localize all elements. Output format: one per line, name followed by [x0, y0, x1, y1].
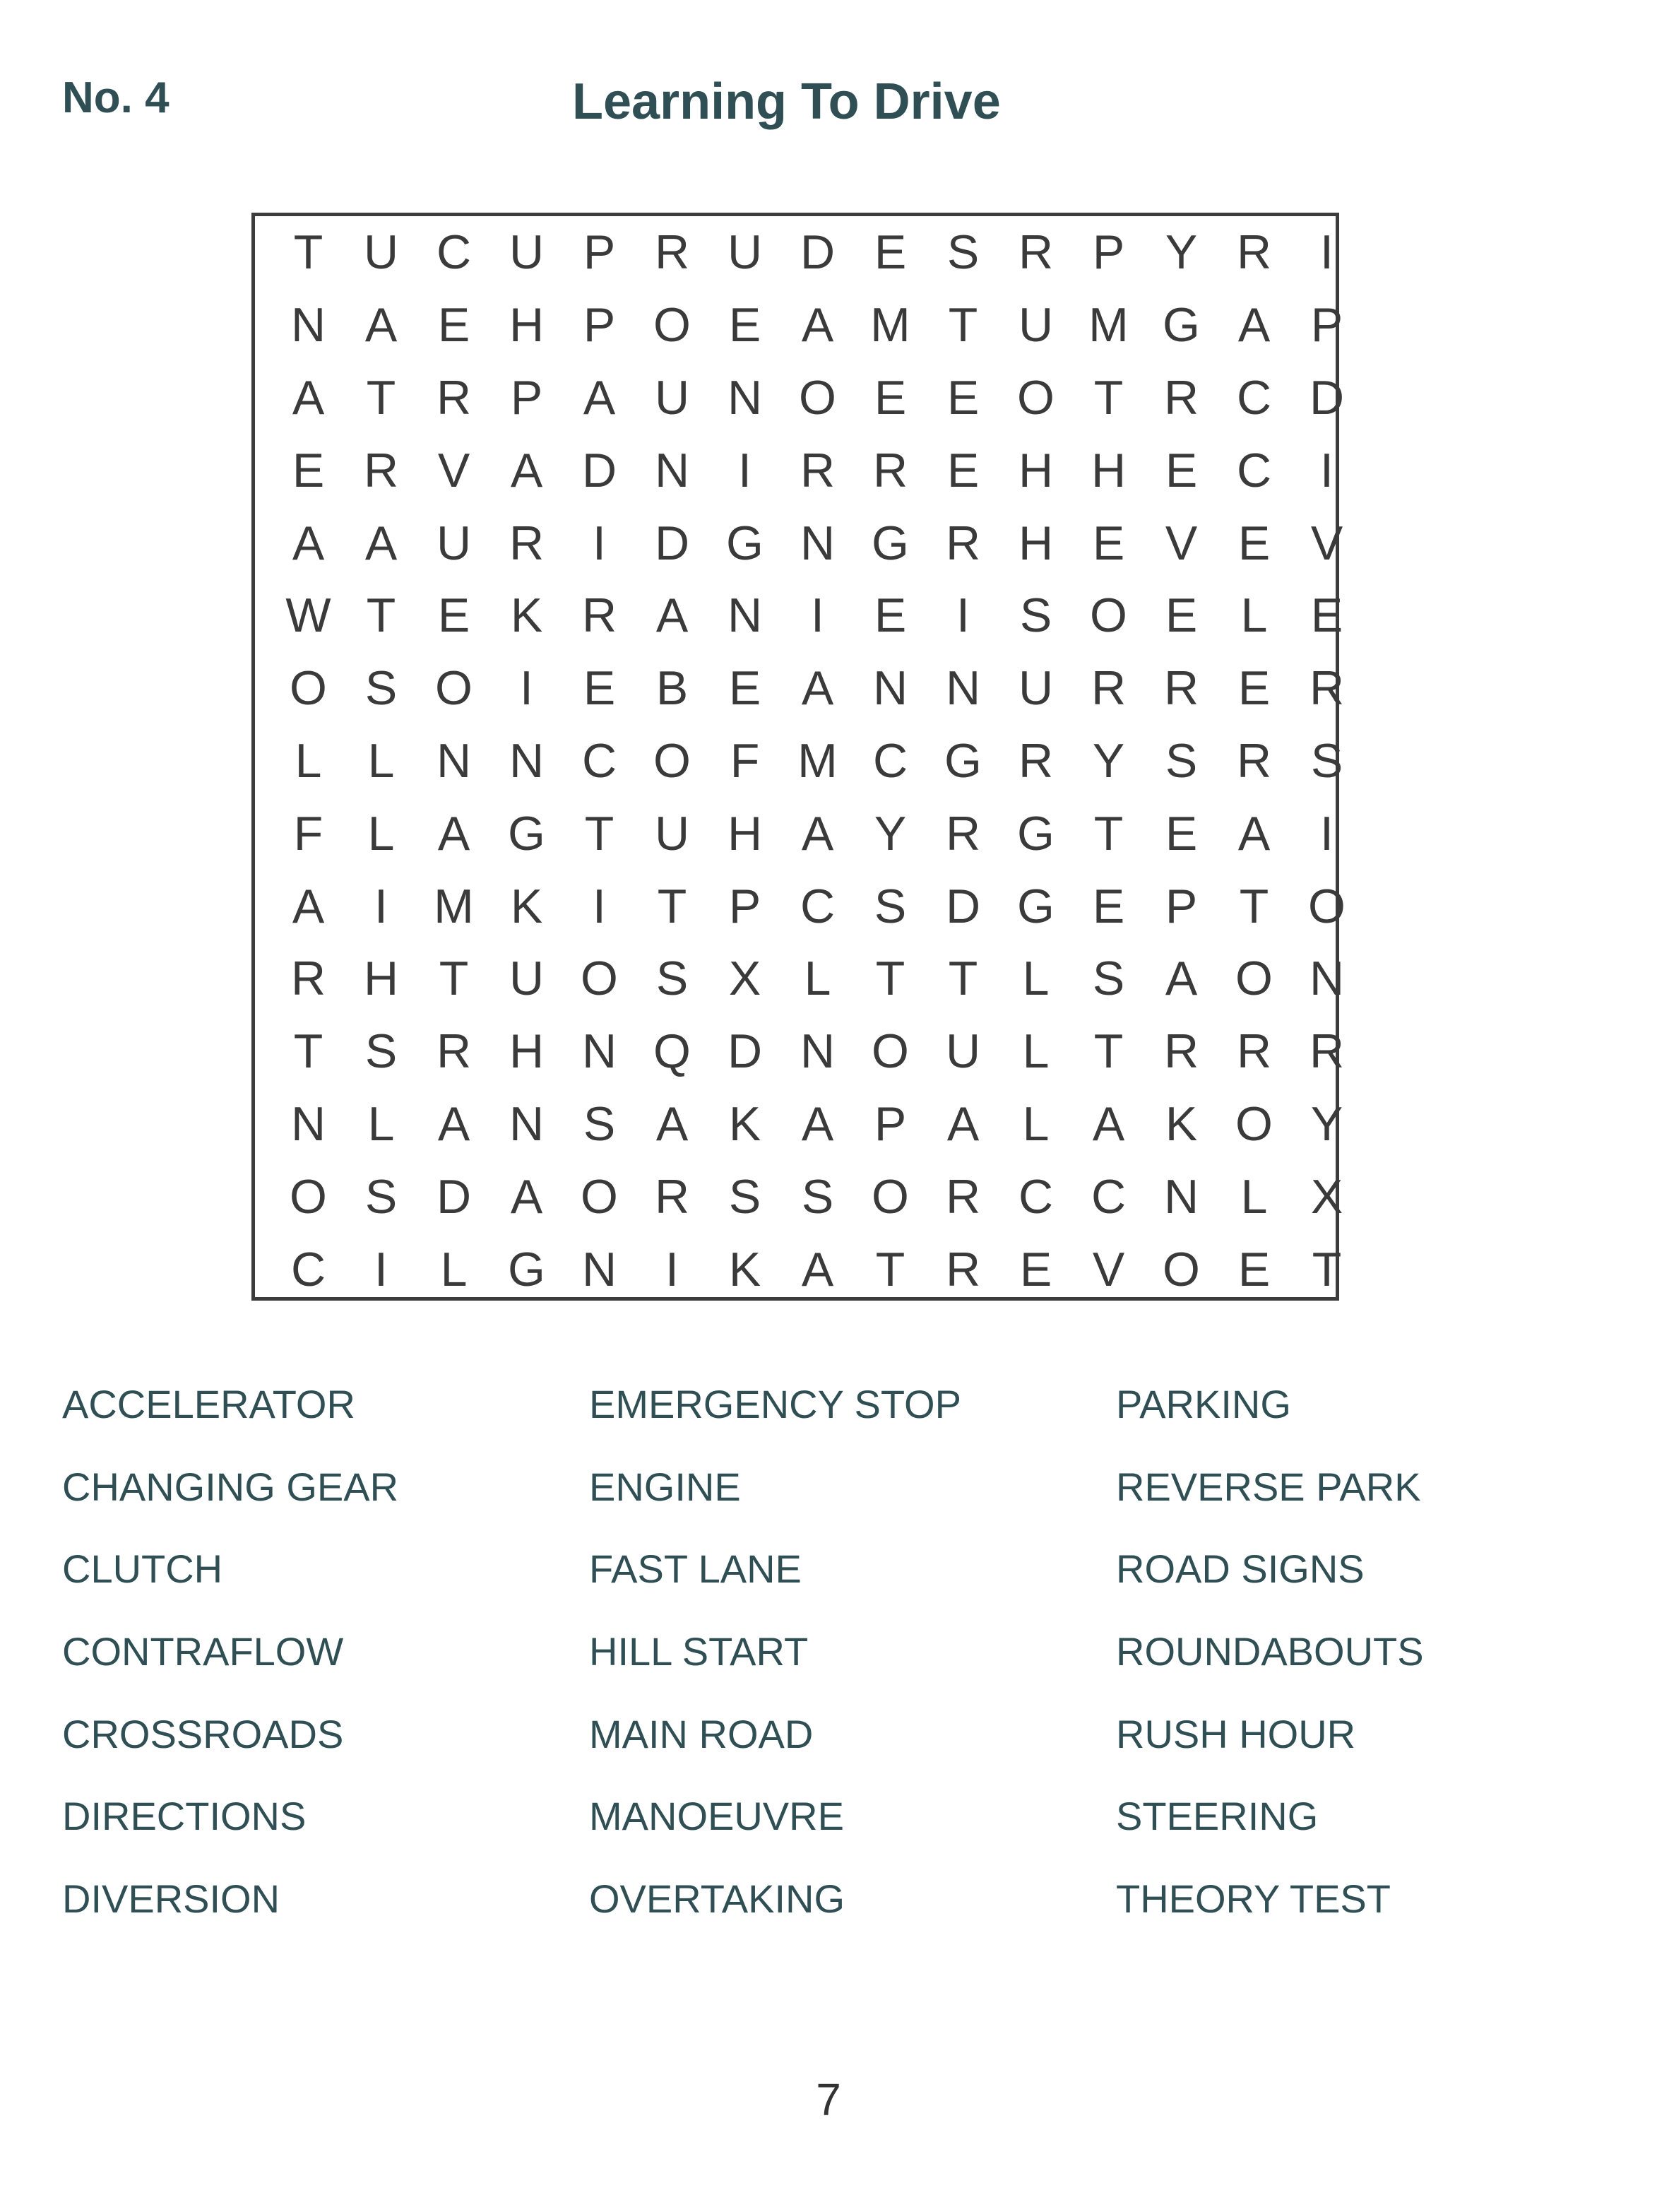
grid-cell[interactable]: L [367, 806, 395, 860]
grid-cell[interactable]: T [439, 952, 469, 1006]
grid-cell[interactable]: R [945, 806, 981, 860]
grid-cell[interactable]: A [510, 1169, 543, 1224]
grid-cell[interactable]: N [800, 1024, 836, 1079]
grid-cell[interactable]: W [285, 589, 331, 643]
grid-cell[interactable]: R [945, 516, 981, 570]
grid-cell[interactable]: H [363, 952, 399, 1006]
grid-cell[interactable]: L [440, 1242, 468, 1296]
grid-cell[interactable]: R [945, 1169, 981, 1224]
grid-cell[interactable]: E [874, 589, 907, 643]
word-list-item: STEERING [1116, 1794, 1319, 1839]
grid-cell[interactable]: N [509, 733, 545, 788]
grid-cell[interactable]: A [1237, 806, 1271, 860]
word-list-item: OVERTAKING [589, 1876, 845, 1922]
grid-cell[interactable]: P [510, 370, 543, 425]
grid-cell[interactable]: I [1320, 443, 1334, 497]
word-list-item: CHANGING GEAR [62, 1464, 399, 1509]
grid-cell[interactable]: T [948, 298, 978, 353]
grid-cell[interactable]: A [292, 516, 325, 570]
grid-cell[interactable]: G [944, 733, 982, 788]
grid-cell[interactable]: C [581, 733, 617, 788]
grid-cell[interactable]: U [1018, 661, 1054, 716]
grid-cell[interactable]: O [1017, 370, 1055, 425]
grid-cell[interactable]: R [509, 516, 545, 570]
grid-cell[interactable]: P [728, 879, 761, 933]
grid-cell[interactable]: Y [874, 806, 907, 860]
grid-cell[interactable]: C [436, 225, 472, 280]
grid-cell[interactable]: S [655, 952, 689, 1006]
grid-cell[interactable]: N [290, 298, 326, 353]
grid-cell[interactable]: O [290, 1169, 327, 1224]
grid-cell[interactable]: R [1091, 661, 1127, 716]
grid-cell[interactable]: N [945, 661, 981, 716]
word-list-item: CROSSROADS [62, 1711, 344, 1756]
word-list-item: ROUNDABOUTS [1116, 1629, 1424, 1674]
grid-cell[interactable]: U [1018, 298, 1054, 353]
grid-cell[interactable]: G [1017, 879, 1055, 933]
grid-cell[interactable]: R [1018, 733, 1054, 788]
grid-cell[interactable]: L [1022, 1096, 1050, 1151]
grid-cell[interactable]: O [872, 1169, 909, 1224]
grid-cell[interactable]: R [1309, 1024, 1345, 1079]
grid-cell[interactable]: R [654, 225, 690, 280]
grid-cell[interactable]: I [593, 879, 606, 933]
grid-cell[interactable]: K [728, 1242, 761, 1296]
grid-cell[interactable]: R [1163, 661, 1199, 716]
grid-cell[interactable]: R [1309, 661, 1345, 716]
grid-cell[interactable]: K [1165, 1096, 1198, 1151]
grid-cell[interactable]: I [1320, 225, 1334, 280]
grid-cell[interactable]: A [655, 589, 689, 643]
grid-cell[interactable]: P [1092, 225, 1125, 280]
grid-cell[interactable]: N [1309, 952, 1345, 1006]
grid-cell[interactable]: P [583, 298, 616, 353]
word-list-item: CLUTCH [62, 1546, 223, 1592]
grid-cell[interactable]: P [583, 225, 616, 280]
word-list-column-1 [62, 1379, 398, 1956]
grid-cell[interactable]: E [946, 370, 980, 425]
grid-cell[interactable]: E [874, 225, 907, 280]
grid-cell[interactable]: A [801, 661, 834, 716]
page-number: 7 [816, 2074, 841, 2125]
grid-cell[interactable]: E [1092, 879, 1125, 933]
grid-cell[interactable]: T [366, 370, 396, 425]
grid-cell[interactable]: I [811, 589, 824, 643]
grid-cell[interactable]: R [581, 589, 617, 643]
grid-cell[interactable]: E [292, 443, 325, 497]
grid-cell[interactable]: H [509, 298, 545, 353]
grid-cell[interactable]: H [1018, 516, 1054, 570]
grid-cell[interactable]: I [956, 589, 970, 643]
word-list-item: DIVERSION [62, 1876, 280, 1922]
grid-cell[interactable]: E [1165, 589, 1198, 643]
grid-cell[interactable]: C [1236, 443, 1272, 497]
grid-cell[interactable]: R [654, 1169, 690, 1224]
word-list-item: REVERSE PARK [1116, 1464, 1421, 1509]
grid-cell[interactable]: C [872, 733, 908, 788]
grid-cell[interactable]: I [738, 443, 752, 497]
grid-cell[interactable]: C [1236, 370, 1272, 425]
grid-cell[interactable]: A [437, 1096, 470, 1151]
grid-cell[interactable]: N [436, 733, 472, 788]
grid-cell[interactable]: R [800, 443, 836, 497]
grid-cell[interactable]: S [1310, 733, 1343, 788]
grid-cell[interactable]: N [509, 1096, 545, 1151]
grid-cell[interactable]: S [364, 1169, 398, 1224]
grid-cell[interactable]: F [293, 806, 323, 860]
word-list-item: PARKING [1116, 1382, 1291, 1426]
grid-cell[interactable]: G [872, 516, 909, 570]
grid-cell[interactable]: A [510, 443, 543, 497]
grid-cell[interactable]: O [653, 733, 691, 788]
word-list-item: ROAD SIGNS [1116, 1546, 1365, 1592]
grid-cell[interactable]: V [437, 443, 470, 497]
grid-cell[interactable]: M [870, 298, 910, 353]
grid-cell[interactable]: Y [1165, 225, 1198, 280]
grid-cell[interactable]: N [654, 443, 690, 497]
grid-cell[interactable]: C [800, 879, 836, 933]
grid-cell[interactable]: K [510, 589, 543, 643]
grid-cell[interactable]: A [1165, 952, 1198, 1006]
grid-cell[interactable]: H [727, 806, 763, 860]
word-list-item: ENGINE [589, 1464, 741, 1509]
grid-cell[interactable]: N [581, 1024, 617, 1079]
grid-cell[interactable]: I [374, 879, 388, 933]
grid-cell[interactable]: E [728, 661, 761, 716]
grid-cell[interactable]: K [728, 1096, 761, 1151]
grid-cell[interactable]: A [1237, 298, 1271, 353]
grid-cell[interactable]: I [520, 661, 533, 716]
grid-cell[interactable]: Q [653, 1024, 691, 1079]
grid-cell[interactable]: X [728, 952, 761, 1006]
grid-cell[interactable]: X [1310, 1169, 1343, 1224]
grid-cell[interactable]: A [1092, 1096, 1125, 1151]
grid-cell[interactable]: E [728, 298, 761, 353]
page-title: Learning To Drive [572, 73, 1001, 130]
grid-cell[interactable]: S [728, 1169, 761, 1224]
grid-cell[interactable]: E [1237, 661, 1271, 716]
grid-cell[interactable]: U [945, 1024, 981, 1079]
grid-cell[interactable]: N [800, 516, 836, 570]
grid-cell[interactable]: T [293, 1024, 323, 1079]
grid-cell[interactable]: A [292, 370, 325, 425]
grid-cell[interactable]: V [1165, 516, 1198, 570]
grid-cell[interactable]: O [1235, 952, 1273, 1006]
grid-cell[interactable]: E [583, 661, 616, 716]
grid-cell[interactable]: M [1088, 298, 1129, 353]
grid-cell[interactable]: D [800, 225, 836, 280]
grid-cell[interactable]: N [290, 1096, 326, 1151]
grid-cell[interactable]: N [872, 661, 908, 716]
grid-cell[interactable]: P [874, 1096, 907, 1151]
grid-cell[interactable]: M [797, 733, 838, 788]
grid-cell[interactable]: D [654, 516, 690, 570]
grid-cell[interactable]: R [1236, 733, 1272, 788]
grid-cell[interactable]: S [1165, 733, 1198, 788]
grid-cell[interactable]: D [581, 443, 617, 497]
grid-cell[interactable]: Y [1092, 733, 1125, 788]
grid-cell[interactable]: R [945, 1242, 981, 1296]
grid-cell[interactable]: A [801, 1096, 834, 1151]
grid-cell[interactable]: T [657, 879, 687, 933]
grid-cell[interactable]: I [374, 1242, 388, 1296]
word-list-item: THEORY TEST [1116, 1876, 1391, 1922]
grid-cell[interactable]: C [1018, 1169, 1054, 1224]
grid-cell[interactable]: S [946, 225, 980, 280]
grid-cell[interactable]: E [1237, 516, 1271, 570]
grid-cell[interactable]: C [290, 1242, 326, 1296]
grid-cell[interactable]: R [1018, 225, 1054, 280]
word-list-item: RUSH HOUR [1116, 1711, 1356, 1756]
grid-cell[interactable]: O [1235, 1096, 1273, 1151]
grid-cell[interactable]: R [872, 443, 908, 497]
grid-cell[interactable]: A [946, 1096, 980, 1151]
grid-cell[interactable]: E [1019, 1242, 1052, 1296]
word-search-grid [272, 216, 1363, 1306]
grid-cell[interactable]: A [583, 370, 616, 425]
grid-cell[interactable]: O [1308, 879, 1346, 933]
grid-cell[interactable]: S [874, 879, 907, 933]
grid-cell[interactable]: A [801, 298, 834, 353]
word-list-item: FAST LANE [589, 1546, 802, 1592]
grid-cell[interactable]: H [509, 1024, 545, 1079]
grid-cell[interactable]: T [1093, 806, 1124, 860]
grid-cell[interactable]: E [1092, 516, 1125, 570]
word-list-item: HILL START [589, 1629, 809, 1674]
word-list-column-2 [589, 1379, 961, 1956]
grid-cell[interactable]: O [872, 1024, 909, 1079]
word-list-item: EMERGENCY STOP [589, 1382, 961, 1426]
grid-cell[interactable]: R [1236, 1024, 1272, 1079]
grid-cell[interactable]: S [583, 1096, 616, 1151]
grid-cell[interactable]: A [437, 806, 470, 860]
grid-cell[interactable]: D [1309, 370, 1345, 425]
word-search-grid-frame [251, 213, 1346, 1301]
grid-cell[interactable]: P [1310, 298, 1343, 353]
grid-cell[interactable]: A [655, 1096, 689, 1151]
grid-cell[interactable]: A [292, 879, 325, 933]
grid-cell[interactable]: E [437, 589, 470, 643]
grid-cell[interactable]: V [1092, 1242, 1125, 1296]
grid-cell[interactable]: S [1019, 589, 1052, 643]
grid-cell[interactable]: L [1240, 1169, 1268, 1224]
grid-cell[interactable]: P [1165, 879, 1198, 933]
grid-cell[interactable]: T [366, 589, 396, 643]
grid-cell[interactable]: T [584, 806, 614, 860]
word-list-item: MAIN ROAD [589, 1711, 814, 1756]
grid-cell[interactable]: L [367, 1096, 395, 1151]
grid-cell[interactable]: N [727, 589, 763, 643]
grid-cell[interactable]: A [801, 806, 834, 860]
grid-cell[interactable]: S [364, 1024, 398, 1079]
grid-cell[interactable]: A [801, 1242, 834, 1296]
grid-cell[interactable]: G [508, 806, 545, 860]
grid-cell[interactable]: O [1163, 1242, 1200, 1296]
grid-cell[interactable]: R [363, 443, 399, 497]
grid-cell[interactable]: L [295, 733, 322, 788]
grid-cell[interactable]: E [946, 443, 980, 497]
grid-cell[interactable]: H [1018, 443, 1054, 497]
word-list-item: DIRECTIONS [62, 1794, 307, 1839]
grid-cell[interactable]: T [1312, 1242, 1342, 1296]
grid-cell[interactable]: E [1165, 443, 1198, 497]
grid-cell[interactable]: L [804, 952, 831, 1006]
grid-cell[interactable]: R [1236, 225, 1272, 280]
grid-cell[interactable]: O [290, 661, 327, 716]
grid-cell[interactable]: G [1017, 806, 1055, 860]
grid-cell[interactable]: A [364, 298, 398, 353]
grid-cell[interactable]: D [945, 879, 981, 933]
grid-cell[interactable]: G [726, 516, 764, 570]
grid-cell[interactable]: M [434, 879, 474, 933]
grid-cell[interactable]: G [1163, 298, 1200, 353]
grid-cell[interactable]: H [1091, 443, 1127, 497]
grid-cell[interactable]: O [581, 1169, 618, 1224]
grid-cell[interactable]: U [363, 225, 399, 280]
grid-cell[interactable]: N [727, 370, 763, 425]
word-list-item: MANOEUVRE [589, 1794, 844, 1839]
grid-cell[interactable]: U [509, 952, 545, 1006]
grid-cell[interactable]: O [653, 298, 691, 353]
grid-cell[interactable]: L [1240, 589, 1268, 643]
grid-cell[interactable]: A [364, 516, 398, 570]
grid-cell[interactable]: K [510, 879, 543, 933]
grid-cell[interactable]: D [727, 1024, 763, 1079]
grid-cell[interactable]: R [1163, 370, 1199, 425]
grid-cell[interactable]: C [1091, 1169, 1127, 1224]
grid-cell[interactable]: B [655, 661, 689, 716]
grid-cell[interactable]: U [436, 516, 472, 570]
grid-cell[interactable]: T [875, 952, 905, 1006]
grid-cell[interactable]: E [437, 298, 470, 353]
grid-cell[interactable]: S [1092, 952, 1125, 1006]
word-list-column-3 [1116, 1379, 1424, 1956]
grid-cell[interactable]: E [1165, 806, 1198, 860]
grid-cell[interactable]: T [1239, 879, 1269, 933]
puzzle-number: No. 4 [62, 73, 170, 122]
grid-cell[interactable]: N [581, 1242, 617, 1296]
grid-cell[interactable]: R [436, 370, 472, 425]
grid-cell[interactable]: S [801, 1169, 834, 1224]
grid-cell[interactable]: F [730, 733, 760, 788]
grid-cell[interactable]: O [435, 661, 473, 716]
grid-cell[interactable]: R [436, 1024, 472, 1079]
grid-cell[interactable]: E [1310, 589, 1343, 643]
grid-cell[interactable]: L [1022, 1024, 1050, 1079]
grid-cell[interactable]: D [436, 1169, 472, 1224]
grid-cell[interactable]: I [1320, 806, 1334, 860]
grid-cell[interactable]: U [654, 370, 690, 425]
grid-cell[interactable]: U [654, 806, 690, 860]
grid-cell[interactable]: I [665, 1242, 679, 1296]
grid-cell[interactable]: Y [1310, 1096, 1343, 1151]
grid-cell[interactable]: E [1237, 1242, 1271, 1296]
grid-cell[interactable]: O [799, 370, 836, 425]
grid-cell[interactable]: I [593, 516, 606, 570]
grid-cell[interactable]: U [509, 225, 545, 280]
grid-cell[interactable]: O [1090, 589, 1127, 643]
word-list-item: CONTRAFLOW [62, 1629, 344, 1674]
grid-cell[interactable]: N [1163, 1169, 1199, 1224]
grid-cell[interactable]: T [948, 952, 978, 1006]
grid-cell[interactable]: T [1093, 370, 1124, 425]
grid-cell[interactable]: L [367, 733, 395, 788]
grid-cell[interactable]: O [581, 952, 618, 1006]
grid-cell[interactable]: L [1022, 952, 1050, 1006]
grid-cell[interactable]: T [875, 1242, 905, 1296]
grid-cell[interactable]: S [364, 661, 398, 716]
grid-cell[interactable]: T [293, 225, 323, 280]
grid-cell[interactable]: R [1163, 1024, 1199, 1079]
grid-cell[interactable]: G [508, 1242, 545, 1296]
grid-cell[interactable]: U [727, 225, 763, 280]
grid-cell[interactable]: E [874, 370, 907, 425]
grid-cell[interactable]: T [1093, 1024, 1124, 1079]
grid-cell[interactable]: R [290, 952, 326, 1006]
word-list-item: ACCELERATOR [62, 1382, 355, 1426]
grid-cell[interactable]: V [1310, 516, 1343, 570]
